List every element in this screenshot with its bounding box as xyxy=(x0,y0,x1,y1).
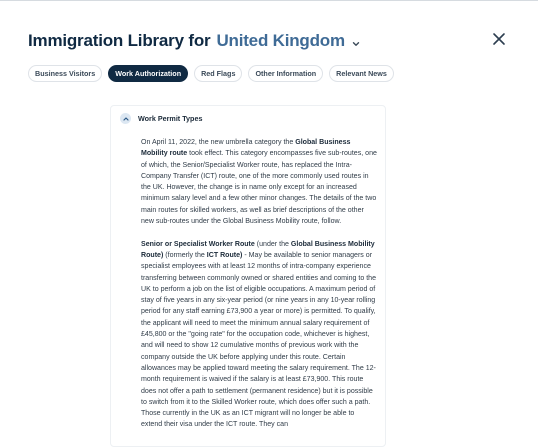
intro-paragraph xyxy=(141,137,377,227)
intro-text-1: On April 11, 2022, the new umbrella category the xyxy=(141,139,296,146)
section-body xyxy=(141,137,377,442)
tab-relevant-news[interactable]: Relevant News xyxy=(329,65,394,82)
intro-text-2: took effect. This category encompasses five sub-routes, one of which, the Senior/Specialist Worker route, has replaced the Intra-Company Transfer (ICT) route, one of the more commonly used routes in the UK. However, the change is in name only except for an increased minimum salary level and a few other minor changes. The details of the two main routes for skilled workers, as well as brief descriptions of the other new sub-routes under the Global Business Mobility route, follow. xyxy=(141,150,377,226)
page-title: Immigration Library for xyxy=(28,31,211,50)
close-icon xyxy=(490,35,508,52)
country-name: United Kingdom xyxy=(216,31,345,50)
intro-bold-1: Global Business Mobility route xyxy=(141,139,351,158)
content-panel xyxy=(110,105,386,447)
section-header[interactable] xyxy=(120,113,202,124)
chevron-up-icon[interactable] xyxy=(120,113,131,124)
close-button[interactable] xyxy=(490,30,508,48)
senior-text-3: - May be available to senior managers or specialist employees with at least 12 months of intra-company experience transferring between commonly owned or shared entities and coming to the UK to perform a job on the list of eligible occupations. A maximum period of stay of five years in any six-year period (or nine years in any 10-year rolling period for any staff earning £73,900 a year or more) is permitted. To qualify, the applicant will need to meet the minimum annual salary requirement of £45,800 or the "going rate" for the occupation code, whichever is highest, and will need to show 12 cumulative months of previous work with the company outside the UK before applying under this route. Certain allowances may be applied toward meeting the salary requirement. The 12-month requirement is waived if the salary is at least £73,900. This route does not offer a path to settlement (permanent residence) but it is possible to switch from it to the Skilled Worker route, which does offer such a path. Those currently in the UK as an ICT migrant will no longer be able to extend their visa under the ICT route. They can xyxy=(141,251,377,429)
senior-bold-2: Global Business Mobility Route) xyxy=(141,240,375,259)
tab-business-visitors[interactable]: Business Visitors xyxy=(28,65,102,82)
category-tabs xyxy=(28,65,394,82)
tab-other-information[interactable]: Other Information xyxy=(248,65,323,82)
page-header xyxy=(28,28,361,54)
country-selector[interactable] xyxy=(216,31,360,51)
tab-red-flags[interactable]: Red Flags xyxy=(194,65,242,82)
senior-text-1: (under the xyxy=(254,240,291,248)
senior-bold-1: Senior or Specialist Worker Route xyxy=(141,240,255,248)
tab-work-authorization[interactable]: Work Authorization xyxy=(108,65,188,82)
senior-bold-3: ICT Route) xyxy=(206,251,243,259)
senior-text-2: (formerly the xyxy=(163,251,207,259)
section-title: Work Permit Types xyxy=(138,114,203,123)
chevron-down-icon xyxy=(351,36,361,46)
senior-worker-paragraph xyxy=(141,239,377,431)
top-divider xyxy=(0,0,538,1)
